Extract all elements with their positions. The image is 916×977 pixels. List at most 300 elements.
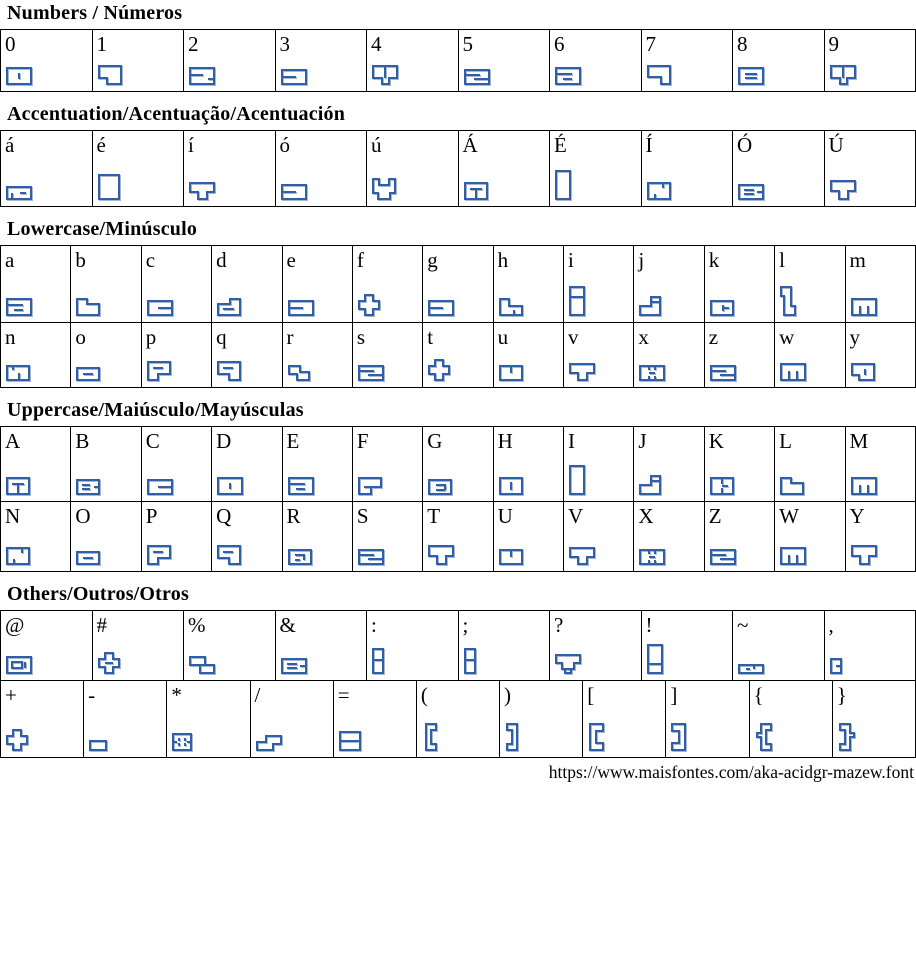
section-accentuation [0, 103, 916, 207]
maze-glyph-icon [6, 298, 32, 316]
section-title-uppercase: Uppercase/Maiúsculo/Mayúsculas [7, 399, 304, 421]
glyph-table-others-row1 [0, 610, 916, 681]
glyph-cell [282, 323, 352, 388]
glyph-cell [641, 611, 733, 681]
char-label: f [356, 248, 364, 272]
char-label: v [568, 325, 579, 349]
char-label: o [75, 325, 86, 349]
maze-glyph-icon [710, 365, 736, 381]
glyph-cell [212, 502, 282, 572]
glyph-cell [212, 427, 282, 502]
glyph-cell [458, 131, 550, 207]
glyph-cell [564, 427, 634, 502]
char-label: D [216, 429, 232, 453]
maze-glyph-icon [588, 723, 604, 751]
char-label: m [849, 248, 866, 272]
maze-glyph-icon [76, 551, 100, 565]
glyph-cell [845, 502, 916, 572]
glyph-cell [1, 30, 93, 92]
maze-glyph-icon [738, 67, 764, 85]
char-label: B [75, 429, 90, 453]
maze-glyph-icon [838, 723, 856, 751]
char-label: Ó [737, 133, 753, 157]
section-uppercase [0, 399, 916, 572]
maze-glyph-icon [358, 477, 382, 495]
char-label: O [75, 504, 91, 528]
section-lowercase [0, 218, 916, 388]
char-label: L [779, 429, 792, 453]
char-label: n [5, 325, 16, 349]
maze-glyph-icon [555, 67, 581, 85]
maze-glyph-icon [89, 740, 107, 751]
maze-glyph-icon [569, 465, 585, 495]
maze-glyph-icon [422, 723, 438, 751]
glyph-cell [71, 246, 141, 323]
glyph-cell [775, 427, 845, 502]
char-label: e [286, 248, 296, 272]
char-label: 1 [96, 32, 107, 56]
char-label: V [568, 504, 584, 528]
glyph-cell [824, 131, 916, 207]
char-label: P [145, 504, 158, 528]
section-others [0, 583, 916, 758]
maze-glyph-icon [555, 654, 581, 674]
char-label: : [371, 613, 377, 637]
maze-glyph-icon [147, 361, 171, 381]
maze-glyph-icon [256, 735, 282, 751]
glyph-cell [704, 502, 774, 572]
char-label: ( [420, 683, 428, 707]
glyph-cell [775, 323, 845, 388]
glyph-cell [824, 611, 916, 681]
maze-glyph-icon [281, 69, 307, 85]
glyph-cell [493, 246, 563, 323]
char-label: i [568, 248, 574, 272]
maze-glyph-icon [851, 545, 877, 565]
maze-glyph-icon [639, 549, 665, 565]
glyph-cell [641, 131, 733, 207]
glyph-cell [282, 427, 352, 502]
char-label: s [356, 325, 366, 349]
maze-glyph-icon [281, 184, 307, 200]
maze-glyph-icon [288, 365, 310, 381]
glyph-cell [845, 246, 916, 323]
maze-glyph-icon [639, 365, 665, 381]
maze-glyph-icon [464, 69, 490, 85]
char-label: y [849, 325, 860, 349]
maze-glyph-icon [569, 547, 595, 565]
glyph-table-lowercase-row2 [0, 322, 916, 388]
glyph-cell [141, 323, 211, 388]
char-label: C [145, 429, 160, 453]
char-label: 4 [371, 32, 382, 56]
char-label: ú [371, 133, 382, 157]
maze-glyph-icon [851, 477, 877, 495]
glyph-cell [749, 681, 832, 758]
char-label: Z [708, 504, 722, 528]
maze-glyph-icon [339, 731, 361, 751]
char-label: k [708, 248, 720, 272]
maze-glyph-icon [830, 180, 856, 200]
maze-glyph-icon [647, 65, 671, 85]
maze-glyph-icon [851, 363, 875, 381]
maze-glyph-icon [147, 479, 173, 495]
glyph-cell [704, 427, 774, 502]
glyph-cell [1, 681, 84, 758]
glyph-cell [250, 681, 333, 758]
char-label: { [753, 683, 764, 707]
maze-glyph-icon [98, 174, 120, 200]
maze-glyph-icon [6, 477, 30, 495]
maze-glyph-icon [147, 300, 173, 316]
maze-glyph-icon [505, 723, 521, 751]
maze-glyph-icon [647, 644, 663, 674]
char-label: c [145, 248, 156, 272]
maze-glyph-icon [98, 65, 122, 85]
glyph-cell [352, 246, 422, 323]
char-label: w [779, 325, 795, 349]
glyph-cell [733, 611, 825, 681]
glyph-cell [367, 611, 459, 681]
maze-glyph-icon [6, 656, 32, 674]
glyph-cell [275, 30, 367, 92]
glyph-cell [84, 681, 167, 758]
glyph-cell [493, 323, 563, 388]
glyph-cell [282, 246, 352, 323]
section-numbers [0, 2, 916, 92]
maze-glyph-icon [358, 365, 384, 381]
glyph-table-lowercase-row1 [0, 245, 916, 323]
char-label: 2 [188, 32, 199, 56]
maze-glyph-icon [76, 298, 100, 316]
glyph-cell [367, 131, 459, 207]
maze-glyph-icon [281, 658, 307, 674]
glyph-table-numbers-row1 [0, 29, 916, 92]
maze-glyph-icon [217, 361, 241, 381]
maze-glyph-icon [6, 67, 32, 85]
char-label: N [5, 504, 21, 528]
char-label: 0 [5, 32, 16, 56]
glyph-cell [71, 427, 141, 502]
char-label: ~ [737, 613, 749, 637]
glyph-cell [564, 246, 634, 323]
maze-glyph-icon [428, 545, 454, 565]
glyph-cell [167, 681, 250, 758]
char-label: F [356, 429, 369, 453]
char-label: z [708, 325, 719, 349]
maze-glyph-icon [851, 298, 877, 316]
glyph-cell [141, 246, 211, 323]
glyph-cell [352, 502, 422, 572]
maze-glyph-icon [288, 549, 312, 565]
glyph-cell [458, 30, 550, 92]
glyph-cell [641, 30, 733, 92]
maze-glyph-icon [639, 475, 661, 495]
glyph-cell [92, 30, 184, 92]
maze-glyph-icon [76, 367, 100, 381]
table-row [1, 427, 916, 502]
glyph-cell [367, 30, 459, 92]
maze-glyph-icon [671, 723, 687, 751]
maze-glyph-icon [428, 300, 454, 316]
glyph-cell [1, 131, 93, 207]
char-label: @ [5, 613, 25, 637]
maze-glyph-icon [98, 652, 120, 674]
char-label: X [638, 504, 654, 528]
table-row [1, 681, 916, 758]
glyph-cell [733, 131, 825, 207]
glyph-cell [493, 502, 563, 572]
maze-glyph-icon [738, 664, 764, 674]
glyph-cell [824, 30, 916, 92]
maze-glyph-icon [639, 296, 661, 316]
glyph-cell [352, 323, 422, 388]
table-row [1, 502, 916, 572]
char-label: ! [645, 613, 653, 637]
glyph-cell [832, 681, 915, 758]
glyph-cell [212, 246, 282, 323]
char-label: 9 [828, 32, 839, 56]
glyph-cell [634, 427, 704, 502]
maze-glyph-icon [555, 170, 571, 200]
glyph-cell [550, 30, 642, 92]
char-label: H [497, 429, 513, 453]
glyph-cell [704, 246, 774, 323]
section-title-others: Others/Outros/Otros [7, 583, 189, 605]
char-label: a [5, 248, 15, 272]
char-label: - [88, 683, 96, 707]
maze-glyph-icon [372, 65, 398, 85]
maze-glyph-icon [780, 477, 804, 495]
char-label: ) [504, 683, 512, 707]
char-label: T [427, 504, 441, 528]
glyph-cell [550, 131, 642, 207]
glyph-cell [1, 323, 71, 388]
glyph-cell [423, 323, 493, 388]
glyph-cell [416, 681, 499, 758]
glyph-cell [634, 246, 704, 323]
maze-glyph-icon [372, 178, 396, 200]
maze-glyph-icon [217, 545, 241, 565]
char-label: q [216, 325, 227, 349]
glyph-table-accentuation-row1 [0, 130, 916, 207]
char-label: u [497, 325, 509, 349]
char-label: b [75, 248, 86, 272]
char-label: í [188, 133, 194, 157]
glyph-cell [282, 502, 352, 572]
char-label: I [568, 429, 575, 453]
maze-glyph-icon [780, 547, 806, 565]
maze-glyph-icon [6, 729, 28, 751]
maze-glyph-icon [372, 648, 384, 674]
char-label: S [356, 504, 369, 528]
char-label: / [254, 683, 261, 707]
char-label: É [554, 133, 567, 157]
table-row [1, 246, 916, 323]
maze-glyph-icon [147, 545, 171, 565]
glyph-cell [1, 502, 71, 572]
char-label: , [828, 613, 834, 637]
maze-glyph-icon [464, 182, 488, 200]
char-label: 5 [462, 32, 473, 56]
maze-glyph-icon [172, 733, 192, 751]
maze-glyph-icon [217, 477, 243, 495]
maze-glyph-icon [499, 365, 523, 381]
char-label: ] [670, 683, 678, 707]
char-label: E [286, 429, 300, 453]
glyph-cell [423, 427, 493, 502]
char-label: Q [216, 504, 232, 528]
maze-glyph-icon [755, 723, 773, 751]
glyph-cell [666, 681, 749, 758]
maze-glyph-icon [189, 182, 215, 200]
section-title-lowercase: Lowercase/Minúsculo [7, 218, 198, 240]
char-label: K [708, 429, 724, 453]
maze-glyph-icon [780, 286, 796, 316]
char-label: t [427, 325, 434, 349]
maze-glyph-icon [569, 363, 595, 381]
glyph-cell [1, 611, 93, 681]
glyph-cell [352, 427, 422, 502]
maze-glyph-icon [738, 184, 764, 200]
table-row [1, 131, 916, 207]
glyph-cell [845, 427, 916, 502]
glyph-cell [500, 681, 583, 758]
glyph-cell [1, 427, 71, 502]
maze-glyph-icon [217, 298, 241, 316]
glyph-cell [733, 30, 825, 92]
glyph-cell [71, 502, 141, 572]
maze-glyph-icon [710, 477, 734, 495]
table-row [1, 323, 916, 388]
char-label: * [171, 683, 182, 707]
char-label: J [638, 429, 647, 453]
char-label: G [427, 429, 443, 453]
glyph-cell [423, 246, 493, 323]
glyph-cell [493, 427, 563, 502]
char-label: W [779, 504, 799, 528]
glyph-cell [550, 611, 642, 681]
glyph-cell [775, 502, 845, 572]
glyph-cell [275, 611, 367, 681]
maze-glyph-icon [76, 479, 100, 495]
maze-glyph-icon [288, 300, 314, 316]
char-label: Ú [828, 133, 844, 157]
glyph-cell [92, 131, 184, 207]
char-label: ó [279, 133, 290, 157]
char-label: 6 [554, 32, 565, 56]
char-label: j [638, 248, 645, 272]
table-row [1, 611, 916, 681]
char-label: p [145, 325, 157, 349]
maze-glyph-icon [647, 182, 671, 200]
glyph-cell [141, 427, 211, 502]
char-label: x [638, 325, 649, 349]
maze-glyph-icon [189, 67, 215, 85]
glyph-cell [71, 323, 141, 388]
char-label: á [5, 133, 15, 157]
glyph-cell [704, 323, 774, 388]
glyph-cell [583, 681, 666, 758]
maze-glyph-icon [569, 286, 585, 316]
glyph-table-others-row2 [0, 680, 916, 758]
maze-glyph-icon [780, 363, 806, 381]
maze-glyph-icon [288, 477, 314, 495]
glyph-cell [564, 502, 634, 572]
char-label: U [497, 504, 513, 528]
char-label: [ [587, 683, 595, 707]
char-label: 3 [279, 32, 290, 56]
char-label: R [286, 504, 301, 528]
font-source-url: https://www.maisfontes.com/aka-acidgr-mazew.font [548, 762, 914, 782]
glyph-cell [458, 611, 550, 681]
char-label: ; [462, 613, 469, 637]
glyph-table-uppercase-row2 [0, 501, 916, 572]
char-label: Í [645, 133, 653, 157]
section-title-accentuation: Accentuation/Acentuação/Acentuación [7, 103, 346, 125]
maze-glyph-icon [358, 294, 380, 316]
maze-glyph-icon [499, 298, 523, 316]
maze-glyph-icon [464, 648, 476, 674]
char-label: % [188, 613, 206, 637]
maze-glyph-icon [358, 549, 384, 565]
maze-glyph-icon [499, 549, 523, 565]
glyph-cell [564, 323, 634, 388]
font-specimen-page [0, 2, 916, 783]
glyph-table-uppercase-row1 [0, 426, 916, 502]
glyph-cell [1, 246, 71, 323]
maze-glyph-icon [830, 658, 842, 674]
glyph-cell [141, 502, 211, 572]
char-label: 7 [645, 32, 656, 56]
char-label: h [497, 248, 509, 272]
char-label: d [216, 248, 227, 272]
glyph-cell [184, 131, 276, 207]
char-label: ? [554, 613, 564, 637]
glyph-cell [275, 131, 367, 207]
char-label: g [427, 248, 438, 272]
maze-glyph-icon [428, 359, 450, 381]
char-label: } [836, 683, 847, 707]
maze-glyph-icon [499, 477, 523, 495]
glyph-cell [212, 323, 282, 388]
glyph-cell [634, 323, 704, 388]
char-label: l [779, 248, 785, 272]
glyph-cell [333, 681, 416, 758]
glyph-cell [634, 502, 704, 572]
char-label: Á [462, 133, 478, 157]
table-row [1, 30, 916, 92]
maze-glyph-icon [710, 300, 734, 316]
glyph-cell [184, 611, 276, 681]
glyph-cell [92, 611, 184, 681]
section-title-numbers: Numbers / Números [7, 2, 183, 24]
char-label: r [286, 325, 294, 349]
maze-glyph-icon [6, 365, 30, 381]
char-label: 8 [737, 32, 748, 56]
char-label: + [5, 683, 17, 707]
maze-glyph-icon [428, 479, 452, 495]
char-label: & [279, 613, 296, 637]
char-label: A [5, 429, 21, 453]
glyph-cell [184, 30, 276, 92]
char-label: # [96, 613, 107, 637]
glyph-cell [423, 502, 493, 572]
maze-glyph-icon [6, 547, 30, 565]
char-label: Y [849, 504, 865, 528]
char-label: é [96, 133, 106, 157]
maze-glyph-icon [830, 65, 856, 85]
